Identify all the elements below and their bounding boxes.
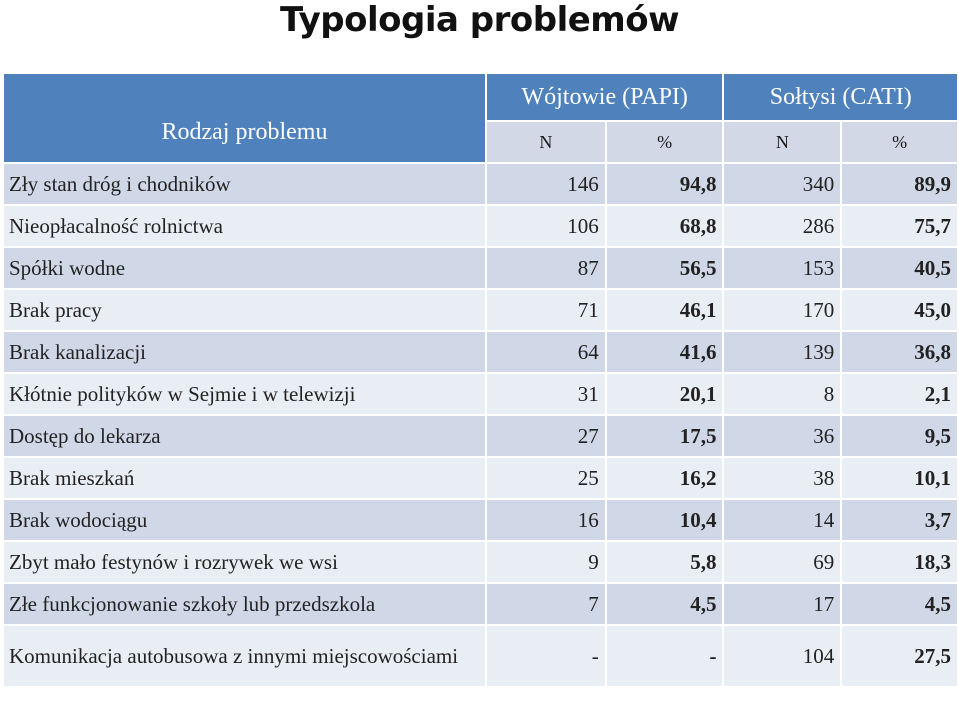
table-header-row — [3, 73, 958, 121]
header-group-wojtowie: Wójtowie (PAPI) — [486, 73, 724, 121]
wojtowie-pct-cell: 20,1 — [606, 373, 724, 415]
soltysi-n-cell: 104 — [723, 625, 841, 687]
header-problem-type: Rodzaj problemu — [3, 73, 486, 163]
wojtowie-pct-cell: 5,8 — [606, 541, 724, 583]
wojtowie-n-cell: 16 — [486, 499, 606, 541]
soltysi-pct-cell: 36,8 — [841, 331, 958, 373]
soltysi-pct-cell: 27,5 — [841, 625, 958, 687]
soltysi-n-cell: 139 — [723, 331, 841, 373]
wojtowie-pct-cell: 16,2 — [606, 457, 724, 499]
wojtowie-n-cell: 27 — [486, 415, 606, 457]
table-row — [3, 205, 958, 247]
wojtowie-n-cell: 106 — [486, 205, 606, 247]
table-row — [3, 247, 958, 289]
soltysi-n-cell: 38 — [723, 457, 841, 499]
page-title: Typologia problemów — [279, 0, 679, 40]
subheader-pct-wojtowie: % — [606, 121, 724, 163]
soltysi-pct-cell: 2,1 — [841, 373, 958, 415]
soltysi-n-cell: 17 — [723, 583, 841, 625]
wojtowie-pct-cell: - — [606, 625, 724, 687]
table-row — [3, 499, 958, 541]
wojtowie-n-cell: 71 — [486, 289, 606, 331]
table-row — [3, 289, 958, 331]
soltysi-pct-cell: 40,5 — [841, 247, 958, 289]
wojtowie-pct-cell: 68,8 — [606, 205, 724, 247]
soltysi-pct-cell: 4,5 — [841, 583, 958, 625]
wojtowie-n-cell: 64 — [486, 331, 606, 373]
problem-name-cell: Brak pracy — [3, 289, 486, 331]
problem-name-cell: Dostęp do lekarza — [3, 415, 486, 457]
soltysi-pct-cell: 45,0 — [841, 289, 958, 331]
problem-name-cell: Brak wodociągu — [3, 499, 486, 541]
soltysi-n-cell: 36 — [723, 415, 841, 457]
soltysi-pct-cell: 75,7 — [841, 205, 958, 247]
wojtowie-pct-cell: 46,1 — [606, 289, 724, 331]
wojtowie-n-cell: 9 — [486, 541, 606, 583]
soltysi-pct-cell: 10,1 — [841, 457, 958, 499]
wojtowie-pct-cell: 94,8 — [606, 163, 724, 205]
problem-name-cell: Kłótnie polityków w Sejmie i w telewizji — [3, 373, 486, 415]
soltysi-pct-cell: 89,9 — [841, 163, 958, 205]
subheader-n-wojtowie: N — [486, 121, 606, 163]
problem-name-cell: Złe funkcjonowanie szkoły lub przedszkola — [3, 583, 486, 625]
wojtowie-pct-cell: 4,5 — [606, 583, 724, 625]
subheader-pct-soltysi: % — [841, 121, 958, 163]
wojtowie-pct-cell: 56,5 — [606, 247, 724, 289]
wojtowie-pct-cell: 41,6 — [606, 331, 724, 373]
soltysi-n-cell: 170 — [723, 289, 841, 331]
problem-typology-table — [2, 72, 959, 688]
table-row — [3, 163, 958, 205]
soltysi-n-cell: 286 — [723, 205, 841, 247]
soltysi-pct-cell: 18,3 — [841, 541, 958, 583]
soltysi-n-cell: 69 — [723, 541, 841, 583]
wojtowie-pct-cell: 10,4 — [606, 499, 724, 541]
wojtowie-n-cell: 87 — [486, 247, 606, 289]
subheader-n-soltysi: N — [723, 121, 841, 163]
soltysi-n-cell: 8 — [723, 373, 841, 415]
wojtowie-n-cell: 146 — [486, 163, 606, 205]
problem-name-cell: Brak kanalizacji — [3, 331, 486, 373]
wojtowie-pct-cell: 17,5 — [606, 415, 724, 457]
problem-name-cell: Brak mieszkań — [3, 457, 486, 499]
table-row — [3, 457, 958, 499]
wojtowie-n-cell: 25 — [486, 457, 606, 499]
table-row — [3, 625, 958, 687]
problem-name-cell: Komunikacja autobusowa z innymi miejscowościami — [3, 625, 486, 687]
problem-name-cell: Spółki wodne — [3, 247, 486, 289]
table-row — [3, 373, 958, 415]
wojtowie-n-cell: 31 — [486, 373, 606, 415]
soltysi-pct-cell: 3,7 — [841, 499, 958, 541]
soltysi-n-cell: 340 — [723, 163, 841, 205]
wojtowie-n-cell: 7 — [486, 583, 606, 625]
problem-name-cell: Zły stan dróg i chodników — [3, 163, 486, 205]
wojtowie-n-cell: - — [486, 625, 606, 687]
soltysi-n-cell: 153 — [723, 247, 841, 289]
table-row — [3, 415, 958, 457]
table-row — [3, 331, 958, 373]
problem-name-cell: Nieopłacalność rolnictwa — [3, 205, 486, 247]
soltysi-n-cell: 14 — [723, 499, 841, 541]
table-row — [3, 583, 958, 625]
table-row — [3, 541, 958, 583]
problem-name-cell: Zbyt mało festynów i rozrywek we wsi — [3, 541, 486, 583]
header-group-soltysi: Sołtysi (CATI) — [723, 73, 958, 121]
soltysi-pct-cell: 9,5 — [841, 415, 958, 457]
